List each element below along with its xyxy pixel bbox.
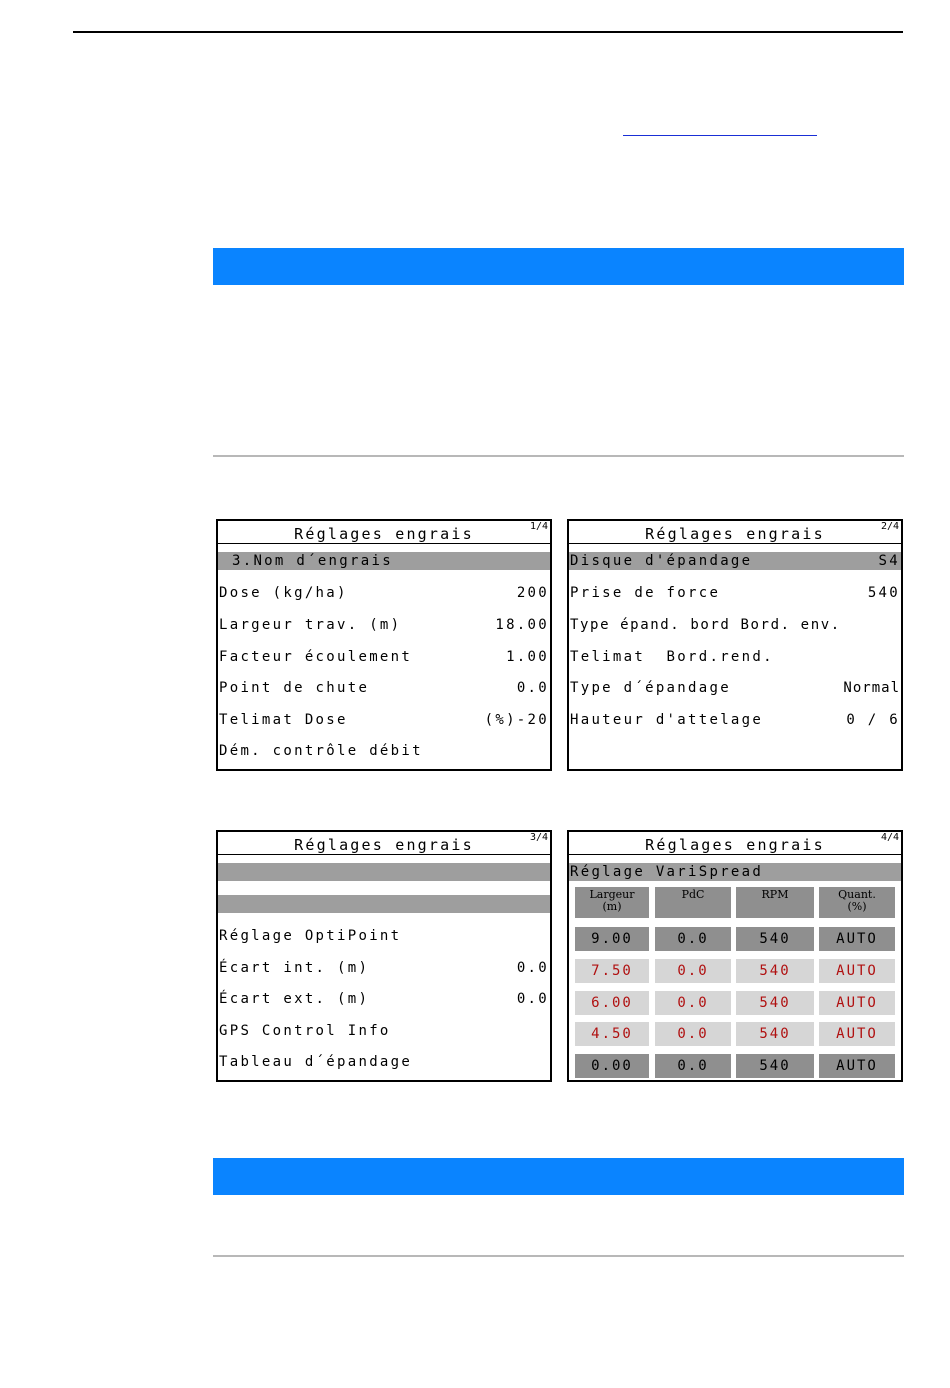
table-cell[interactable]: 0.0	[655, 927, 731, 951]
table-cell[interactable]: 9.00	[575, 927, 649, 951]
table-cell[interactable]: 7.50	[575, 959, 649, 983]
screen-title: Réglages engrais	[294, 836, 474, 854]
menu-row-varispread[interactable]	[569, 863, 901, 881]
screen-fertilizer-settings-3	[216, 830, 552, 1082]
page-indicator: 3/4	[529, 832, 548, 843]
title-separator	[218, 543, 550, 544]
menu-row-hitch-height[interactable]	[569, 711, 901, 729]
table-cell[interactable]: 4.50	[575, 1022, 649, 1046]
menu-row-pto[interactable]	[569, 584, 901, 602]
menu-row-drop-point[interactable]	[218, 679, 550, 697]
screen-fertilizer-settings-4	[567, 830, 903, 1082]
page-indicator: 2/4	[880, 521, 899, 532]
row-value: 0.0	[516, 960, 549, 976]
row-label: Dose (kg/ha)	[219, 585, 348, 601]
row-label: Dém. contrôle débit	[219, 743, 423, 759]
table-cell[interactable]: 540	[736, 959, 814, 983]
row-label: Point de chute	[219, 680, 370, 696]
table-cell[interactable]: AUTO	[819, 1022, 895, 1046]
row-label: Type d´épandage	[570, 680, 731, 696]
row-value: 18.00	[495, 617, 549, 633]
table-cell[interactable]: AUTO	[819, 959, 895, 983]
row-label: Prise de force	[570, 585, 721, 601]
row-label: Disque d'épandage	[570, 553, 753, 569]
table-cell[interactable]: 0.0	[655, 1054, 731, 1078]
row-label: Largeur trav. (m)	[219, 617, 402, 633]
section-divider	[213, 455, 904, 457]
column-header-pdc: PdC	[655, 887, 731, 918]
title-separator	[218, 854, 550, 855]
page-indicator: 1/4	[529, 521, 548, 532]
menu-row-gps-control-info[interactable]	[218, 1022, 550, 1040]
title-separator	[569, 854, 901, 855]
table-cell[interactable]: 540	[736, 1054, 814, 1078]
row-label: Facteur écoulement	[219, 649, 413, 665]
top-rule	[73, 31, 903, 33]
column-header-quantity: Quant. (%)	[819, 887, 895, 918]
row-label: Hauteur d'attelage	[570, 712, 764, 728]
row-label: Écart ext. (m)	[219, 991, 370, 1007]
row-value: 200	[516, 585, 549, 601]
screen-fertilizer-settings-1	[216, 519, 552, 771]
table-cell[interactable]: 540	[736, 927, 814, 951]
row-value: 1.00	[506, 649, 549, 665]
row-label: Type épand. bord Bord. env.	[570, 617, 841, 633]
menu-row-spreading-disc[interactable]	[569, 552, 901, 570]
table-cell[interactable]: 0.0	[655, 1022, 731, 1046]
menu-row-border-spread-type[interactable]	[569, 616, 901, 634]
screen-title: Réglages engrais	[294, 525, 474, 543]
menu-row-flow-test[interactable]	[218, 742, 550, 760]
blue-heading-bar	[213, 1158, 904, 1195]
menu-row-blank-selected[interactable]	[218, 895, 550, 913]
row-value: (%)-20	[484, 712, 549, 728]
section-divider	[213, 1255, 904, 1257]
row-label: Tableau d´épandage	[219, 1054, 413, 1070]
row-value: 0.0	[516, 680, 549, 696]
menu-row-optipoint[interactable]	[218, 927, 550, 945]
hyperlink-underline[interactable]	[623, 135, 817, 136]
table-cell[interactable]: AUTO	[819, 991, 895, 1015]
menu-row-fertilizer-name[interactable]	[218, 552, 550, 570]
row-value: Normal	[843, 680, 900, 696]
menu-row-flow-factor[interactable]	[218, 648, 550, 666]
table-cell[interactable]: 6.00	[575, 991, 649, 1015]
row-value: 540	[867, 585, 900, 601]
blue-heading-bar	[213, 248, 904, 285]
table-cell[interactable]: 540	[736, 1022, 814, 1046]
row-value: 0.0	[516, 991, 549, 1007]
row-label: 3.Nom d´engrais	[232, 553, 393, 569]
menu-row-inner-distance[interactable]	[218, 959, 550, 977]
row-label: Telimat Dose	[219, 712, 348, 728]
table-cell[interactable]: 0.0	[655, 959, 731, 983]
menu-row-dose[interactable]	[218, 584, 550, 602]
row-label: Telimat Bord.rend.	[570, 649, 774, 665]
menu-row-telimat-dose[interactable]	[218, 711, 550, 729]
row-value: 0 / 6	[846, 712, 900, 728]
table-cell[interactable]: 0.0	[655, 991, 731, 1015]
row-label: Réglage VariSpread	[570, 864, 764, 880]
screen-fertilizer-settings-2	[567, 519, 903, 771]
menu-row-telimat[interactable]	[569, 648, 901, 666]
row-label: GPS Control Info	[219, 1023, 391, 1039]
column-header-width: Largeur (m)	[575, 887, 649, 918]
menu-row-spread-chart[interactable]	[218, 1053, 550, 1071]
screen-title: Réglages engrais	[645, 525, 825, 543]
menu-row-outer-distance[interactable]	[218, 990, 550, 1008]
row-label: Écart int. (m)	[219, 960, 370, 976]
menu-row-spread-type[interactable]	[569, 679, 901, 697]
title-separator	[569, 543, 901, 544]
table-cell[interactable]: 0.00	[575, 1054, 649, 1078]
row-label: Réglage OptiPoint	[219, 928, 402, 944]
row-value: S4	[878, 553, 900, 569]
column-header-rpm: RPM	[736, 887, 814, 918]
table-cell[interactable]: AUTO	[819, 1054, 895, 1078]
page-indicator: 4/4	[880, 832, 899, 843]
table-cell[interactable]: 540	[736, 991, 814, 1015]
screen-title: Réglages engrais	[645, 836, 825, 854]
table-cell[interactable]: AUTO	[819, 927, 895, 951]
menu-row-working-width[interactable]	[218, 616, 550, 634]
